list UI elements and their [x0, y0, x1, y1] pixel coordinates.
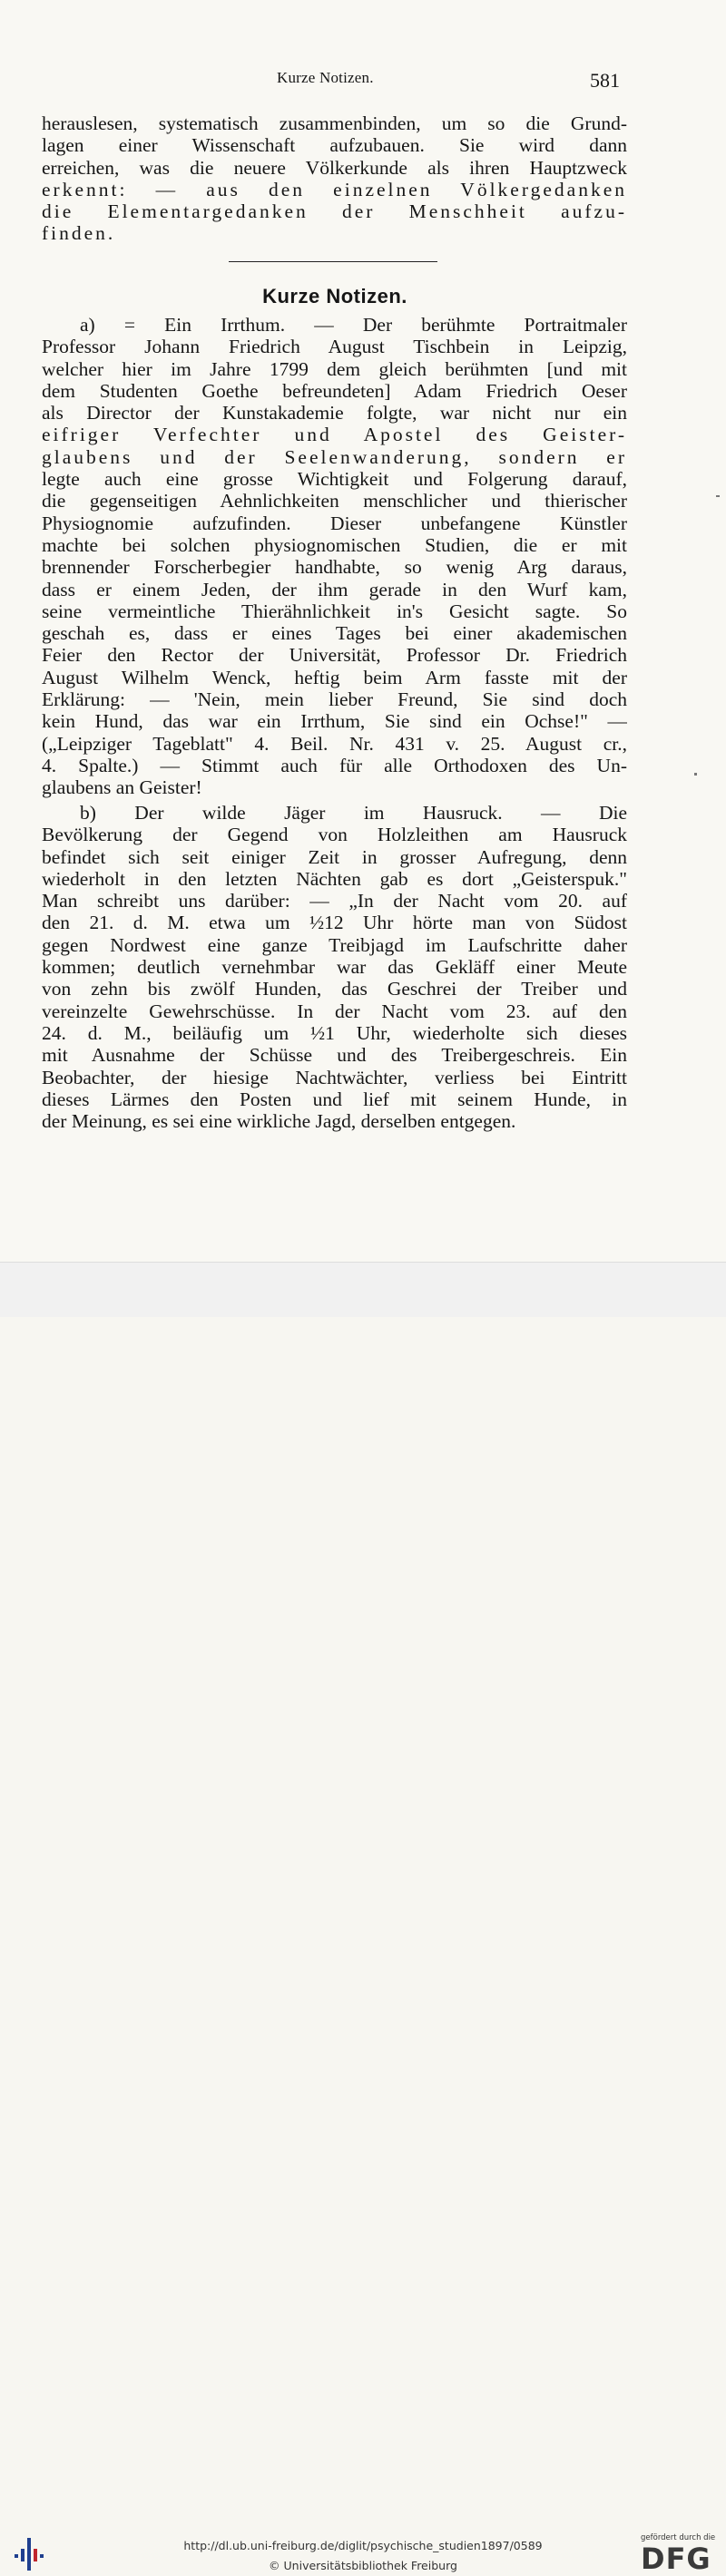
notice-a	[42, 314, 627, 799]
text-line: dass er einem Jeden, der ihm gerade in den Wurf kam,	[42, 578, 627, 600]
text-line: 24. d. M., beiläufig um ½1 Uhr, wiederholte sich dieses	[42, 1021, 627, 1044]
text-line: glaubens an Geister!	[42, 776, 202, 799]
page-number: 581	[590, 69, 620, 92]
dfg-funding-caption: gefördert durch die	[641, 2533, 716, 2542]
text-line: finden.	[42, 222, 116, 245]
text-line: mit Ausnahme der Schüsse und des Treibergeschreis. Ein	[42, 1044, 627, 1067]
text-line: erreichen, was die neuere Völkerkunde als ihren Hauptzweck	[42, 156, 627, 179]
text-line: dieses Lärmes den Posten und lief mit seinem Hunde, in	[42, 1088, 627, 1110]
text-line: welcher hier im Jahre 1799 dem gleich berühmten [und mit	[42, 357, 627, 380]
text-line: („Leipziger Tageblatt" 4. Beil. Nr. 431 v. 25. August cr.,	[42, 732, 627, 755]
viewer-footer	[0, 1262, 726, 2576]
text-line: kommen; deutlich vernehmbar war das Gekläff einer Meute	[42, 956, 627, 979]
text-line: die gegenseitigen Aehnlichkeiten menschlicher und thierischer	[42, 490, 627, 512]
section-heading: Kurze Notizen.	[262, 285, 407, 307]
running-title: Kurze Notizen.	[277, 69, 374, 86]
text-line: von zehn bis zwölf Hunden, das Geschrei der Treiber und	[42, 978, 627, 1000]
text-line: kein Hund, das war ein Irrthum, Sie sind ein Ochse!" —	[42, 710, 627, 733]
permalink-url[interactable]: http://dl.ub.uni-freiburg.de/diglit/psychische_studien1897/0589	[183, 2539, 543, 2552]
text-line: machte bei solchen physiognomischen Studien, die er mit	[42, 533, 627, 556]
scan-speck	[694, 773, 697, 776]
text-line: vereinzelte Gewehrschüsse. In der Nacht vom 23. auf den	[42, 1000, 627, 1022]
text-line: August Wilhelm Wenck, heftig beim Arm fasste mit der	[42, 666, 627, 688]
text-line: seine vermeintliche Thierähnlichkeit in's Gesicht sagte. So	[42, 600, 627, 622]
text-line: gegen Nordwest eine ganze Treibjagd im Laufschritte daher	[42, 933, 627, 956]
text-line: den 21. d. M. etwa um ½12 Uhr hörte man von Südost	[42, 912, 627, 934]
text-line: der Meinung, es sei eine wirkliche Jagd, derselben entgegen.	[42, 1110, 516, 1133]
notice-b	[42, 802, 627, 1132]
text-line: a) = Ein Irrthum. — Der berühmte Portraitmaler	[80, 314, 627, 336]
text-line: Professor Johann Friedrich August Tischbein in Leipzig,	[42, 336, 627, 358]
text-line: Beobachter, der hiesige Nachtwächter, verliess bei Eintritt	[42, 1066, 627, 1088]
text-line: Man schreibt uns darüber: — „In der Nacht vom 20. auf	[42, 890, 627, 912]
intro-paragraph	[42, 112, 627, 245]
scanned-page	[0, 0, 726, 1262]
text-line: wiederholt in den letzten Nächten gab es dort „Geisterspuk."	[42, 867, 627, 890]
scan-speck	[716, 495, 720, 497]
text-line: lagen einer Wissenschaft aufzubauen. Sie wird dann	[42, 134, 627, 157]
text-line: Feier den Rector der Universität, Professor Dr. Friedrich	[42, 644, 627, 667]
text-line: befindet sich seit einiger Zeit in grosser Aufregung, denn	[42, 845, 627, 868]
dfg-logo: DFG	[641, 2542, 711, 2576]
section-divider	[229, 261, 437, 262]
text-line: geschah es, dass er eines Tages bei einer akademischen	[42, 622, 627, 645]
text-line: eifriger Verfechter und Apostel des Geister-	[42, 424, 627, 446]
text-line: legte auch eine grosse Wichtigkeit und Folgerung darauf,	[42, 468, 627, 491]
text-line: erkennt: — aus den einzelnen Völkergedanken	[42, 178, 627, 200]
copyright-notice: © Universitätsbibliothek Freiburg	[269, 2559, 457, 2572]
text-line: die Elementargedanken der Menschheit aufzu-	[42, 200, 627, 223]
text-line: als Director der Kunstakademie folgte, war nicht nur ein	[42, 402, 627, 424]
text-line: herauslesen, systematisch zusammenbinden, um so die Grund-	[42, 112, 627, 134]
text-line: 4. Spalte.) — Stimmt auch für alle Orthodoxen des Un-	[42, 754, 627, 776]
text-line: brennender Forscherbegier handhabte, so wenig Arg daraus,	[42, 556, 627, 579]
text-line: Bevölkerung der Gegend von Holzleithen am Hausruck	[42, 824, 627, 846]
text-line: Erklärung: — 'Nein, mein lieber Freund, Sie sind doch	[42, 688, 627, 711]
text-line: dem Studenten Goethe befreundeten] Adam Friedrich Oeser	[42, 379, 627, 402]
text-line: glaubens und der Seelenwanderung, sondern er	[42, 445, 627, 468]
text-line: Physiognomie aufzufinden. Dieser unbefangene Künstler	[42, 512, 627, 534]
text-line: b) Der wilde Jäger im Hausruck. — Die	[80, 802, 627, 824]
